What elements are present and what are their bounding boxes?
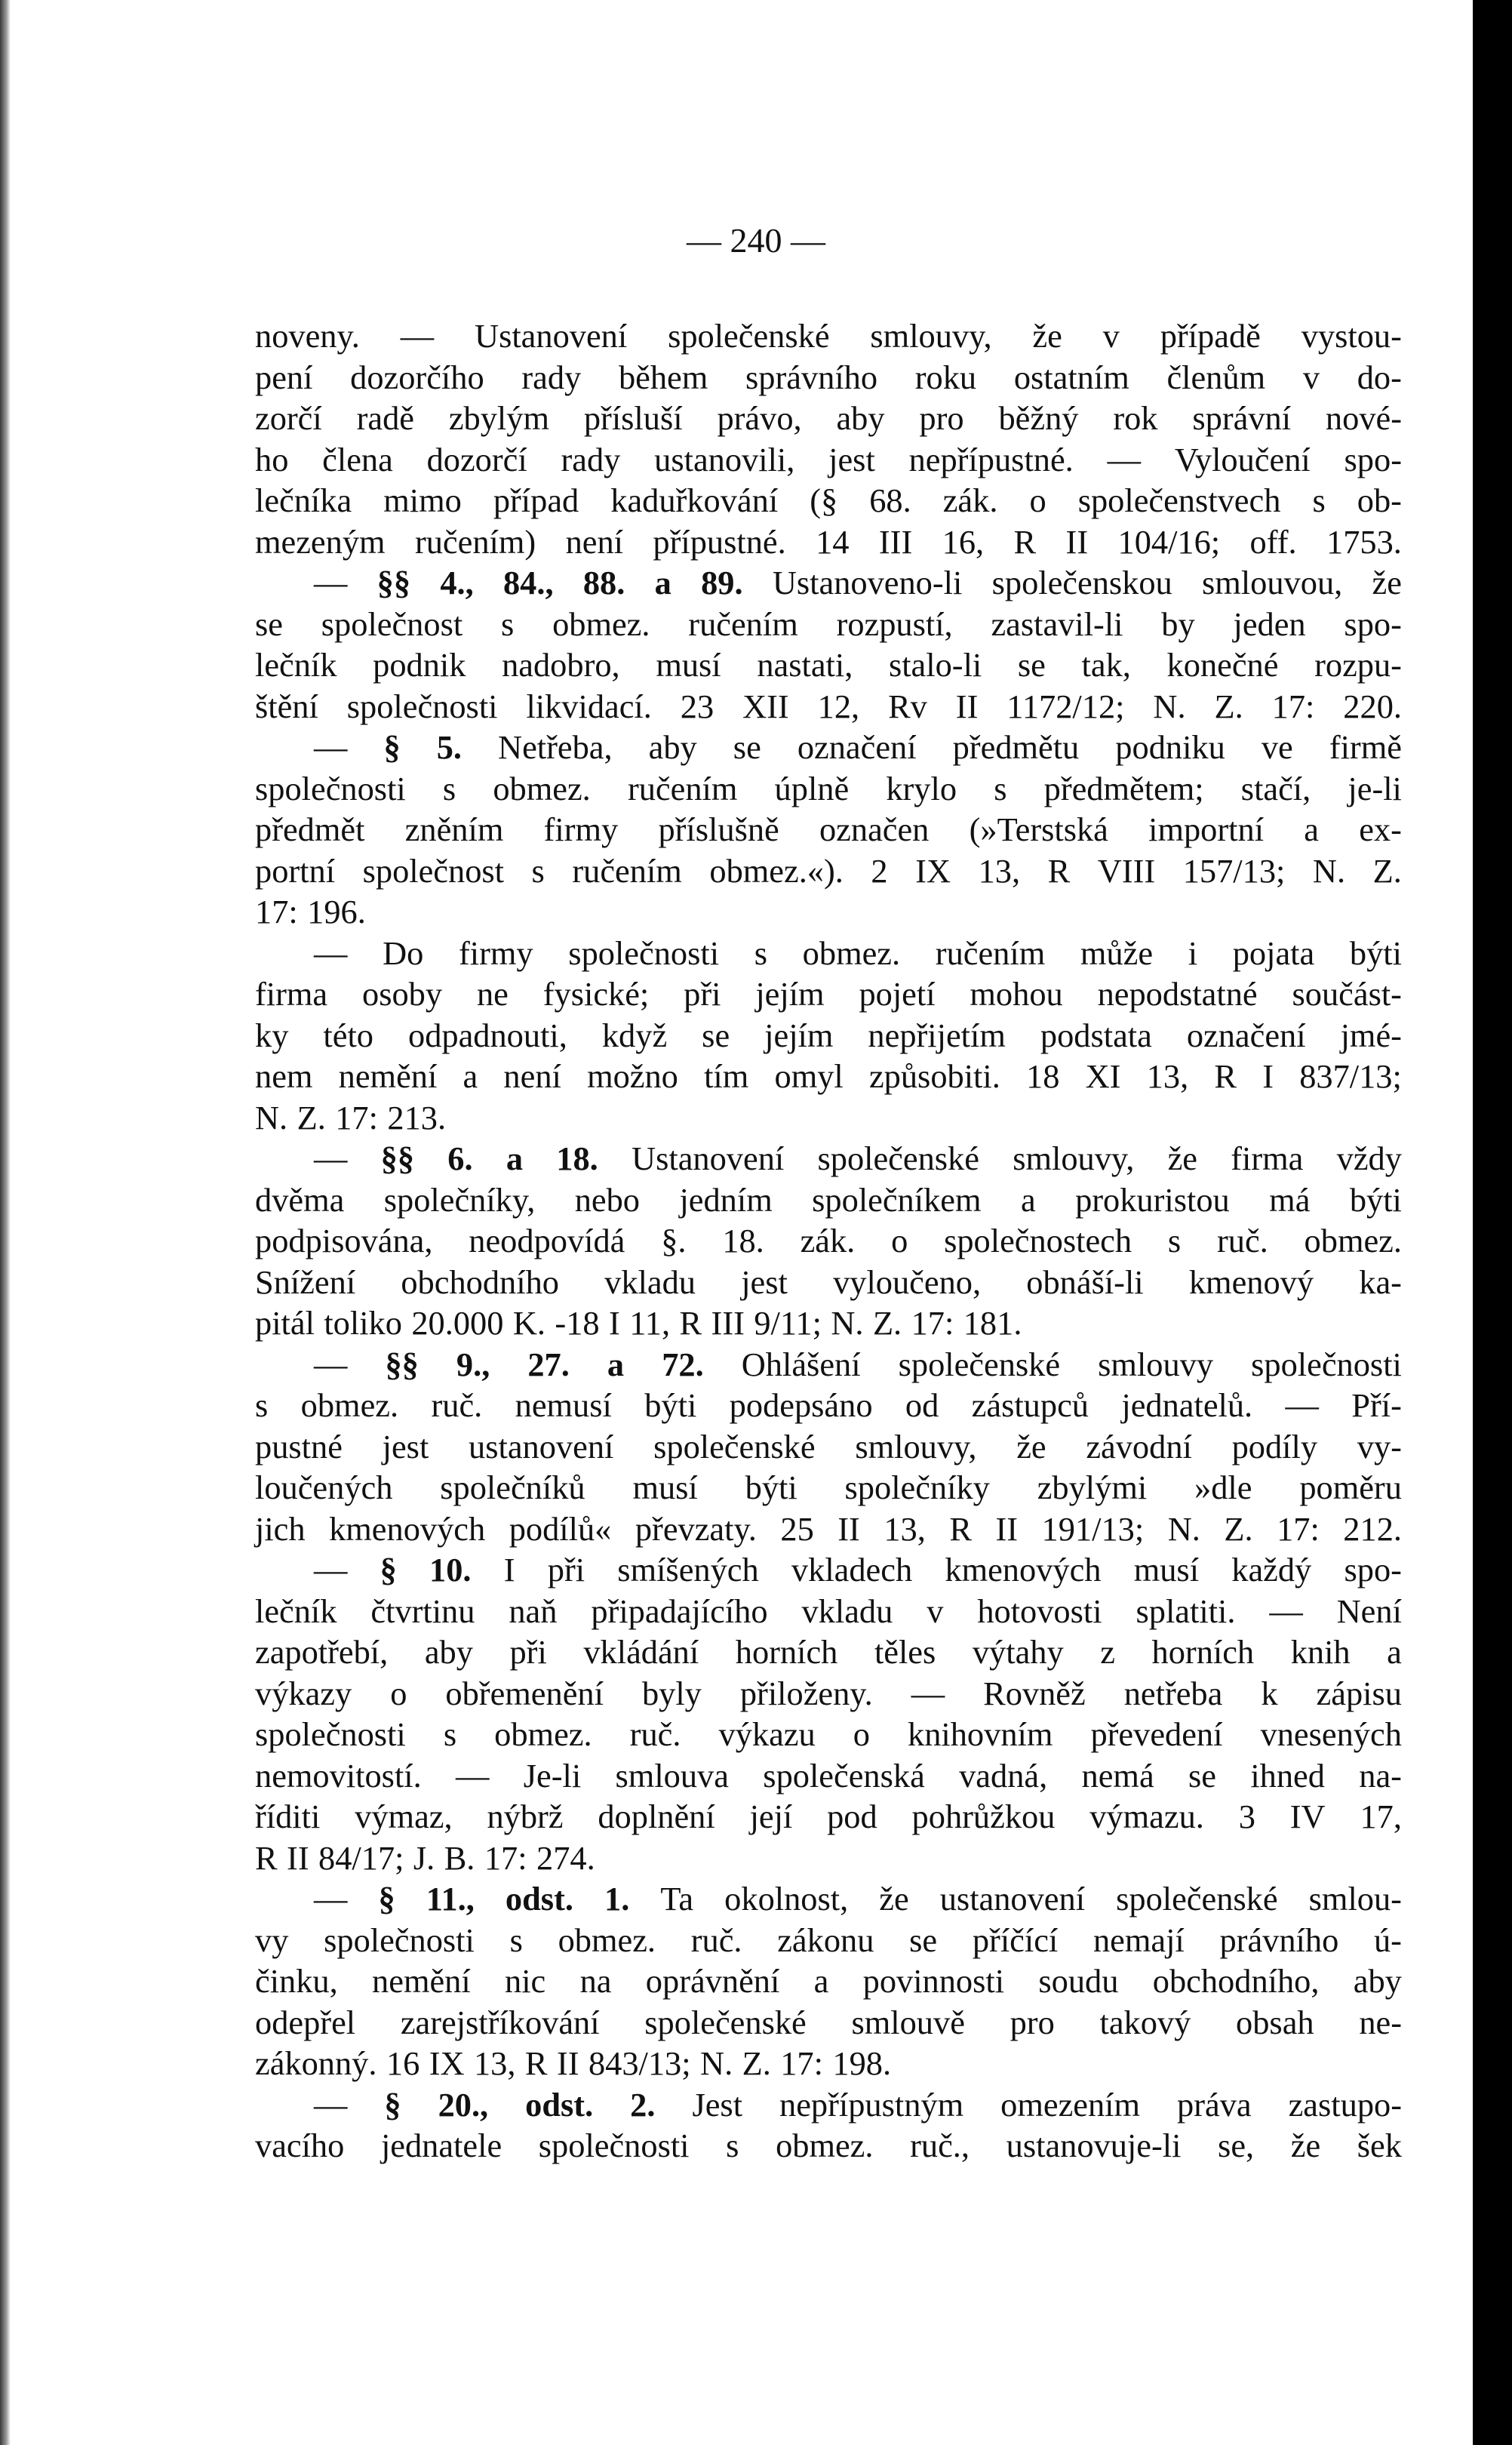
text-line: pustné jest ustanovení společenské smlouvy, že závodní podíly vy-	[255, 1427, 1402, 1465]
text-line: portní společnost s ručením obmez.«). 2 IX 13, R VIII 157/13; N. Z.	[255, 851, 1402, 890]
text-line: pení dozorčího rady během správního roku ostatním členům v do-	[255, 358, 1402, 396]
page-number: — 240 —	[687, 221, 825, 260]
text-line: podpisována, neodpovídá §. 18. zák. o společnostech s ruč. obmez.	[255, 1222, 1402, 1259]
text-line: ho člena dozorčí rady ustanovili, jest nepřípustné. — Vyloučení spo-	[255, 440, 1402, 478]
text-line: R II 84/17; J. B. 17: 274.	[255, 1838, 595, 1877]
text-line: nemovitostí. — Je-li smlouva společenská vadná, nemá se ihned na-	[255, 1756, 1402, 1795]
text-line: — §§ 9., 27. a 72. Ohlášení společenské smlouvy společnosti	[314, 1345, 1402, 1383]
text-line: loučených společníků musí býti společníky zbylými »dle poměru	[255, 1469, 1402, 1506]
text-line: zapotřebí, aby při vkládání horních těles výtahy z horních knih a	[255, 1633, 1402, 1671]
text-line: — § 11., odst. 1. Ta okolnost, že ustanovení společenské smlou-	[314, 1880, 1402, 1918]
text-line: společnosti s obmez. ruč. výkazu o knihovním převedení vnesených	[255, 1715, 1402, 1753]
text-line: nem nemění a není možno tím omyl způsobiti. 18 XI 13, R I 837/13;	[255, 1057, 1402, 1095]
text-line: mezeným ručením) není přípustné. 14 III 16, R II 104/16; off. 1753.	[255, 522, 1402, 561]
text-line: lečníka mimo případ kaduřkování (§ 68. zák. o společenstvech s ob-	[255, 481, 1402, 519]
text-line: odepřel zarejstříkování společenské smlouvě pro takový obsah ne-	[255, 2003, 1402, 2041]
text-line: štění společnosti likvidací. 23 XII 12, Rv II 1172/12; N. Z. 17: 220.	[255, 687, 1402, 725]
text-line: výkazy o obřemenění byly přiloženy. — Rovněž netřeba k zápisu	[255, 1674, 1402, 1712]
text-line: pitál toliko 20.000 K. -18 I 11, R III 9/11; N. Z. 17: 181.	[255, 1304, 1022, 1342]
text-line: N. Z. 17: 213.	[255, 1098, 447, 1136]
text-line: vy společnosti s obmez. ruč. zákonu se příčící nemají právního ú-	[255, 1921, 1402, 1959]
text-line: noveny. — Ustanovení společenské smlouvy, že v případě vystou-	[255, 317, 1402, 355]
text-line: — § 20., odst. 2. Jest nepřípustným omezením práva zastupo-	[314, 2085, 1402, 2124]
text-line: — §§ 6. a 18. Ustanovení společenské smlouvy, že firma vždy	[314, 1139, 1402, 1177]
text-line: se společnost s obmez. ručením rozpustí, zastavil-li by jeden spo-	[255, 604, 1402, 643]
text-line: lečník podnik nadobro, musí nastati, stalo-li se tak, konečné rozpu-	[255, 646, 1402, 684]
text-line: zorčí radě zbylým přísluší právo, aby pro běžný rok správní nové-	[255, 399, 1402, 437]
text-line: — § 5. Netřeba, aby se označení předmětu podniku ve firmě	[314, 728, 1402, 766]
text-line: předmět zněním firmy příslušně označen (»Terstská importní a ex-	[255, 810, 1402, 848]
text-line: — § 10. I při smíšených vkladech kmenových musí každý spo-	[314, 1551, 1402, 1588]
text-line: jich kmenových podílů« převzaty. 25 II 13, R II 191/13; N. Z. 17: 212.	[255, 1509, 1402, 1548]
text-line: firma osoby ne fysické; při jejím pojetí mohou nepodstatné součást-	[255, 975, 1402, 1013]
text-line: činku, nemění nic na oprávnění a povinnosti soudu obchodního, aby	[255, 1962, 1402, 2000]
text-line: s obmez. ruč. nemusí býti podepsáno od zástupců jednatelů. — Pří-	[255, 1386, 1402, 1424]
text-line: Snížení obchodního vkladu jest vyloučeno, obnáší-li kmenový ka-	[255, 1262, 1402, 1301]
text-line: ky této odpadnouti, když se jejím nepřijetím podstata označení jmé-	[255, 1016, 1402, 1054]
text-line: — Do firmy společnosti s obmez. ručením může i pojata býti	[314, 933, 1402, 972]
text-line: říditi výmaz, nýbrž doplnění její pod pohrůžkou výmazu. 3 IV 17,	[255, 1798, 1402, 1835]
text-line: — §§ 4., 84., 88. a 89. Ustanoveno-li společenskou smlouvou, že	[314, 564, 1402, 601]
text-line: zákonný. 16 IX 13, R II 843/13; N. Z. 17: 198.	[255, 2044, 892, 2082]
text-line: vacího jednatele společnosti s obmez. ruč., ustanovuje-li se, že šek	[255, 2127, 1402, 2164]
text-line: 17: 196.	[255, 893, 366, 930]
text-line: společnosti s obmez. ručením úplně krylo s předmětem; stačí, je-li	[255, 769, 1402, 807]
page-edge-shadow	[0, 0, 11, 2445]
text-line: lečník čtvrtinu naň připadajícího vkladu v hotovosti splatiti. — Není	[255, 1592, 1402, 1630]
body-text	[255, 315, 1402, 2167]
text-line: dvěma společníky, nebo jedním společníkem a prokuristou má býti	[255, 1180, 1402, 1219]
